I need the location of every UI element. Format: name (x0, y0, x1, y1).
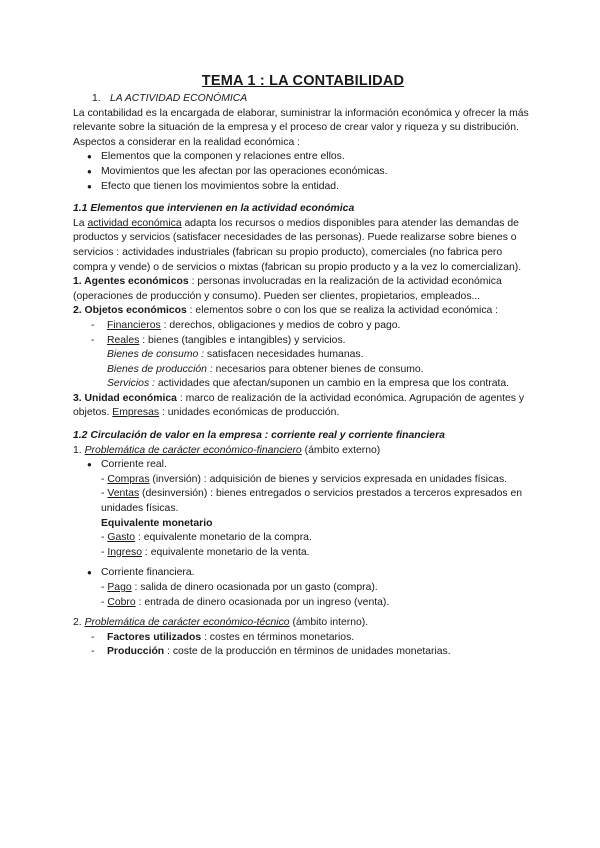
actividad-paragraph: La actividad económica adapta los recursos o medios disponibles para atender las demandas de productos y servicios (satisfacer necesidades de las personas). Puede realizarse sobre bienes o servicios : actividades industriales (fabrican su propio producto), comerciales (no fabrica pero compra y vende) o de servicios o mixtas (fabrican su propio producto y a la vez lo comercializan). (73, 217, 522, 273)
cobro-item: - Cobro : entrada de dinero ocasionada por un ingreso (venta). (101, 596, 390, 608)
list-item: ● Elementos que la componen y relaciones entre ellos. (73, 150, 533, 165)
list-item: ● Movimientos que les afectan por las operaciones económicas. (73, 165, 533, 180)
ventas-item: - Ventas (desinversión) : bienes entregados o servicios prestados a terceros expresados en unidades físicas. (101, 488, 523, 515)
section-1-1-heading: 1.1 Elementos que intervienen en la actividad económica (73, 203, 355, 215)
financieros-item: - Financieros : derechos, obligaciones y medios de cobro y pago. (73, 319, 533, 334)
bienes-consumo: Bienes de consumo : satisfacen necesidades humanas. (107, 349, 364, 361)
list-item: ● Corriente financiera. (73, 566, 533, 581)
agentes-paragraph: 1. Agentes económicos : personas involucradas en la realización de la actividad económica (operaciones de producción y consumo). Pueden ser clientes, propietarios, empleados... (73, 276, 502, 302)
ingreso-item: - Ingreso : equivalente monetario de la venta. (101, 546, 310, 558)
section-1-2-heading: 1.2 Circulación de valor en la empresa : corriente real y corriente financiera (73, 430, 445, 442)
factores-item: - Factores utilizados : costes en términos monetarios. (73, 631, 533, 646)
problematica-1: 1. Problemática de carácter económico-financiero (ámbito externo) (73, 444, 381, 456)
unidad-paragraph: 3. Unidad económica : marco de realización de la actividad económica. Agrupación de agentes y objetos. Empresas : unidades económicas de producción. (73, 392, 525, 419)
produccion-item: - Producción : coste de la producción en términos de unidades monetarias. (73, 645, 533, 660)
corriente-financiera-list (73, 566, 533, 581)
equivalente-monetario-label: Equivalente monetario (101, 517, 213, 529)
bienes-produccion: Bienes de producción : necesarios para obtener bienes de consumo. (107, 363, 424, 375)
reales-item: - Reales : bienes (tangibles e intangibles) y servicios. (73, 334, 533, 349)
compras-item: - Compras (inversión) : adquisición de bienes y servicios expresada en unidades físicas. (101, 473, 508, 485)
servicios-item: Servicios : actividades que afectan/suponen un cambio en la empresa que los contrata. (107, 378, 510, 390)
aspects-list (73, 150, 533, 194)
document-page (73, 72, 533, 660)
corriente-real-list (73, 458, 533, 473)
list-item: ● Corriente real. (73, 458, 533, 473)
problematica-2: 2. Problemática de carácter económico-técnico (ámbito interno). (73, 617, 369, 629)
gasto-item: - Gasto : equivalente monetario de la compra. (101, 532, 312, 544)
objetos-paragraph: 2. Objetos económicos : elementos sobre o con los que se realiza la actividad económica : (73, 305, 499, 317)
intro-paragraph: La contabilidad es la encargada de elaborar, suministrar la información económica y ofrecer la más relevante sobre la situación de la empresa y el proceso de crear valor y riqueza y su distribución. Aspectos a considerar en la realidad económica : (73, 107, 529, 148)
pago-item: - Pago : salida de dinero ocasionada por un gasto (compra). (101, 582, 378, 593)
list-item: ● Efecto que tienen los movimientos sobre la entidad. (73, 180, 533, 195)
page-title: TEMA 1 : LA CONTABILIDAD (201, 73, 405, 89)
section-1-heading: 1. LA ACTIVIDAD ECONÓMICA (92, 93, 248, 104)
